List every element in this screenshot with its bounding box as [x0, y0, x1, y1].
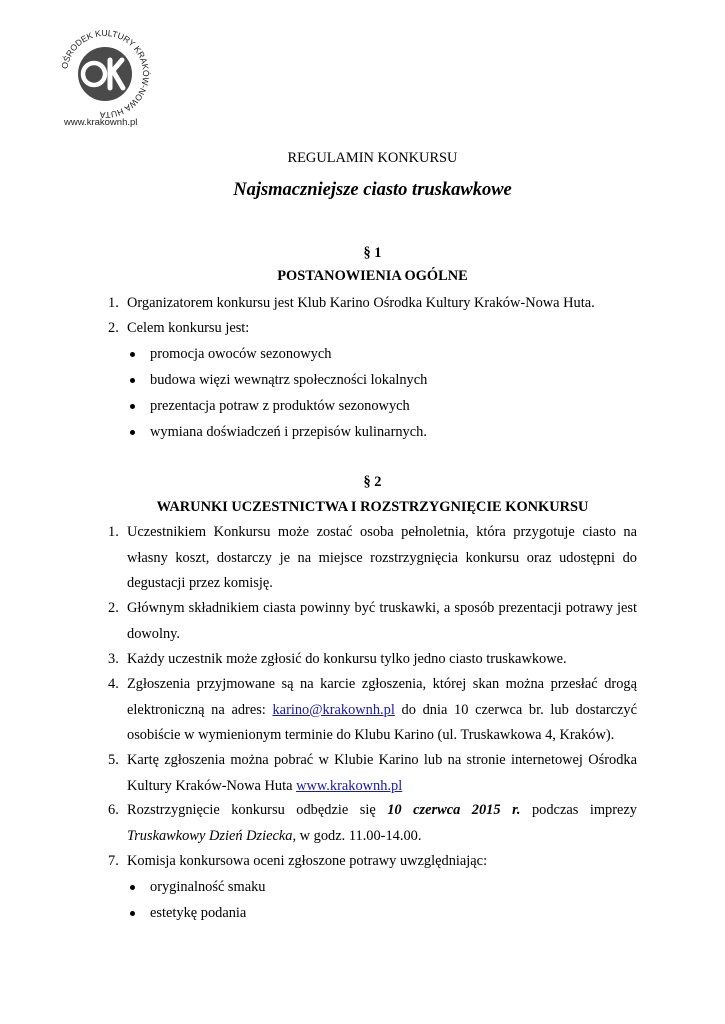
section-2-item-4: 4. Zgłoszenia przyjmowane są na karcie zgłoszenia, której skan można przesłać drogą elektroniczną na adres: karino@krakownh.pl do dnia 10 czerwca br. lub dostarczyć osobiście w wymienionym terminie do Klubu Karino (ul. Truskawkowa 4, Kraków). — [108, 676, 637, 743]
section-1-item-1 — [108, 291, 637, 317]
bullet-item: promocja owoców sezonowych — [128, 342, 331, 368]
section-1-item-2 — [108, 316, 637, 342]
section-1-title: POSTANOWIENIA OGÓLNE — [277, 268, 468, 284]
bullet-dot-icon — [130, 352, 135, 357]
section-2-title: WARUNKI UCZESTNICTWA I ROZSTRZYGNIĘCIE KONKURSU — [156, 499, 589, 515]
bullet-dot-icon — [130, 404, 135, 409]
section-1-number: § 1 — [363, 245, 382, 261]
section-2-item-3: 3. Każdy uczestnik może zgłosić do konkursu tylko jedno ciasto truskawkowe. — [108, 651, 567, 667]
section-2-number: § 2 — [363, 474, 382, 490]
bullet-item: prezentacja potraw z produktów sezonowych — [128, 394, 410, 420]
document-title: Najsmaczniejsze ciasto truskawkowe — [233, 180, 512, 200]
item-number: 1. — [108, 295, 119, 311]
section-2-item-7: 7. Komisja konkursowa oceni zgłoszone potrawy uwzględniając: — [108, 853, 488, 869]
item-text: Celem konkursu jest: — [127, 320, 250, 336]
logo-url: www.krakownh.pl — [64, 117, 138, 128]
item-number: 2. — [108, 320, 119, 336]
logo-ring-text: OŚRODEK KULTURY KRAKÓW-NOWA HUTA — [59, 27, 152, 121]
bullet-item: wymiana doświadczeń i przepisów kulinarnych. — [128, 420, 427, 446]
item-text: Organizatorem konkursu jest Klub Karino Ośrodka Kultury Kraków-Nowa Huta. — [127, 295, 595, 311]
bullet-dot-icon — [130, 430, 135, 435]
section-2-item-1: 1. Uczestnikiem Konkursu może zostać osoba pełnoletnia, która przygotuje ciasto na własny koszt, dostarczy je na miejsce rozstrzygnięcia konkursu oraz udostępni do degustacji przez komisję. — [108, 524, 637, 591]
email-link[interactable]: karino@krakownh.pl — [272, 701, 395, 718]
event-name: Truskawkowy Dzień Dziecka — [127, 827, 293, 844]
section-2-item-5: 5. Kartę zgłoszenia można pobrać w Klubie Karino lub na stronie internetowej Ośrodka Kultury Kraków-Nowa Huta www.krakownh.pl — [108, 752, 637, 794]
bullet-item: budowa więzi wewnątrz społeczności lokalnych — [128, 368, 427, 394]
contest-date: 10 czerwca 2015 r. — [387, 802, 521, 818]
section-2-item-6: 6. Rozstrzygnięcie konkursu odbędzie się 10 czerwca 2015 r. podczas imprezy Truskawkowy Dzień Dziecka, w godz. 11.00-14.00. — [108, 802, 637, 844]
bullet-item: oryginalność smaku — [128, 875, 266, 901]
website-link[interactable]: www.krakownh.pl — [296, 777, 403, 794]
bullet-item: estetykę podania — [128, 901, 246, 927]
bullet-dot-icon — [130, 885, 135, 890]
document-header: REGULAMIN KONKURSU — [287, 150, 458, 166]
bullet-dot-icon — [130, 378, 135, 383]
bullet-dot-icon — [130, 911, 135, 916]
ok-logo-mark — [55, 24, 155, 124]
section-2-item-2: 2. Głównym składnikiem ciasta powinny być truskawki, a sposób prezentacji potrawy jest dowolny. — [108, 600, 637, 642]
